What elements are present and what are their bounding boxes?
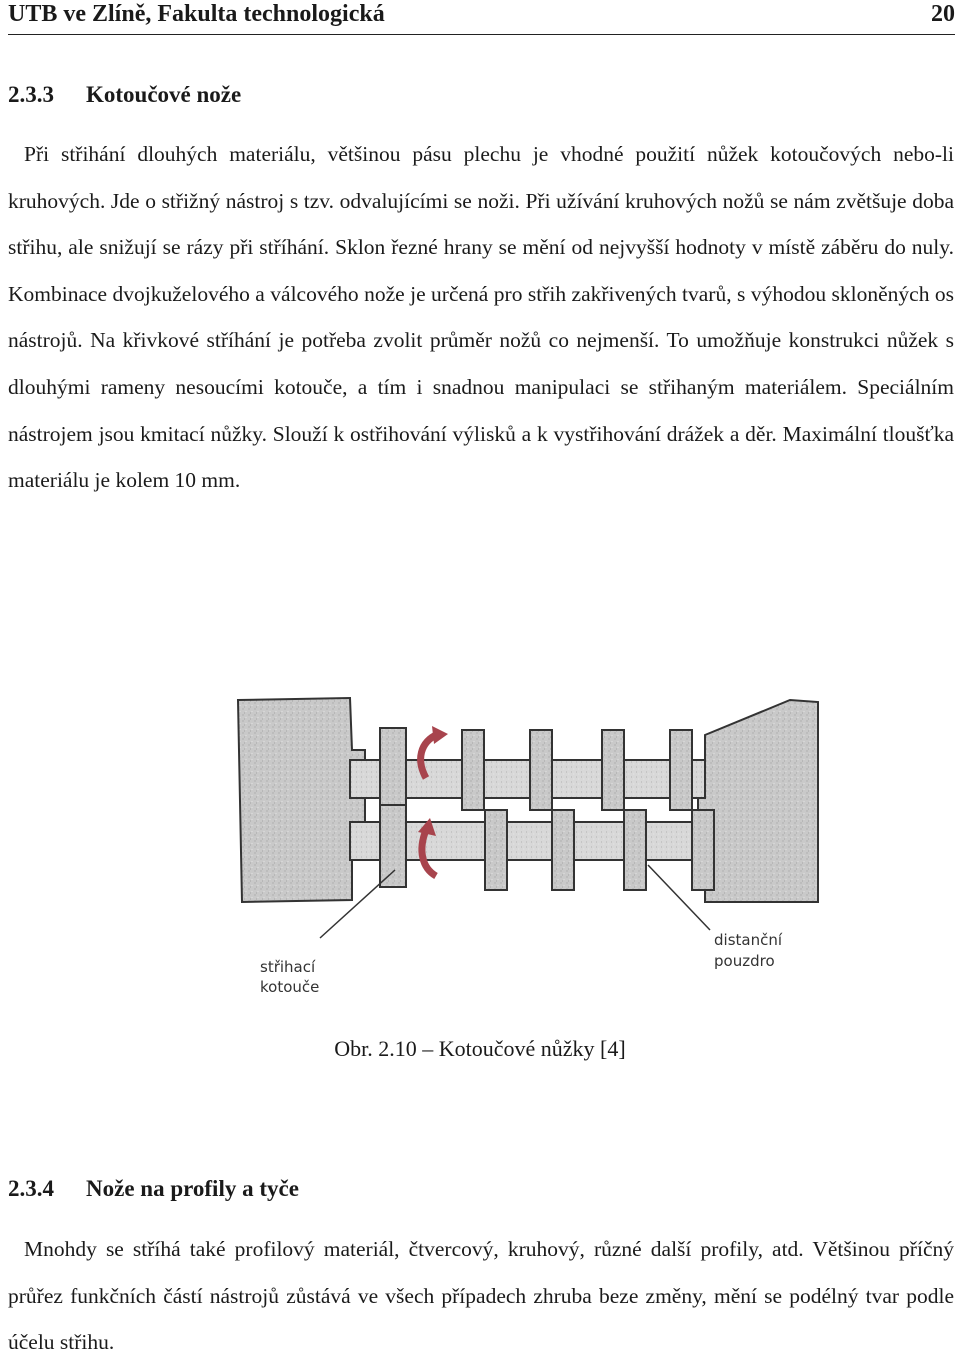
section-paragraph-2-3-4 <box>8 1226 954 1366</box>
page-number: 20 <box>931 1 955 27</box>
paragraph-text: Mnohdy se stříhá také profilový materiál, čtvercový, kruhový, různé další profily, atd. Většinou příčný průřez funkčních částí nástrojů zůstává ve všech případech zhruba beze změny, mění se podélný tvar podle účelu střihu. <box>8 1237 954 1355</box>
label-cutting-discs-line2: kotouče <box>260 978 320 996</box>
paragraph-text: Při střihání dlouhých materiálu, většinou pásu plechu je vhodné použití nůžek kotoučových nebo-li kruhových. Jde o střižný nástroj s tzv. odvalujícími se noži. Při užívání kruhových nožů se nám zvětšuje doba střihu, ale snižují se rázy při stříhání. Sklon řezné hrany se mění od nejvyšší hodnoty v místě záběru do nuly. Kombinace dvojkuželového a válcového nože je určená pro střih zakřivených tvarů, s výhodou skloněných os nástrojů. Na křivkové stříhání je potřeba zvolit průměr nožů co nejmenší. To umožňuje konstrukci nůžek s dlouhými rameny nesoucími kotouče, a tím i snadnou manipulaci se střihaným materiálem. Speciálním nástrojem jsou kmitací nůžky. Slouží k ostřihování výlisků a k vystřihování drážek a děr. Maximální tloušťka materiálu je kolem 10 mm. <box>8 142 954 493</box>
label-spacer-sleeve-line1: distanční <box>714 931 783 949</box>
circular-shears-illustration <box>230 690 825 1010</box>
section-paragraph-2-3-3 <box>8 131 954 504</box>
section-number: 2.3.3 <box>8 82 54 107</box>
section-heading-2-3-4 <box>8 1176 299 1202</box>
section-number: 2.3.4 <box>8 1176 54 1201</box>
label-cutting-discs-line1: střihací <box>260 958 316 976</box>
label-spacer-sleeve-line2: pouzdro <box>714 952 775 970</box>
rotation-arrow-upper <box>432 726 448 744</box>
section-title: Kotoučové nože <box>86 82 242 107</box>
section-title: Nože na profily a tyče <box>86 1176 299 1201</box>
figure-caption: Obr. 2.10 – Kotoučové nůžky [4] <box>334 1036 626 1061</box>
section-heading-2-3-3 <box>8 82 241 108</box>
figure-circular-shears <box>230 690 825 1010</box>
header-title: UTB ve Zlíně, Fakulta technologická <box>8 1 385 27</box>
page-header <box>8 0 955 35</box>
